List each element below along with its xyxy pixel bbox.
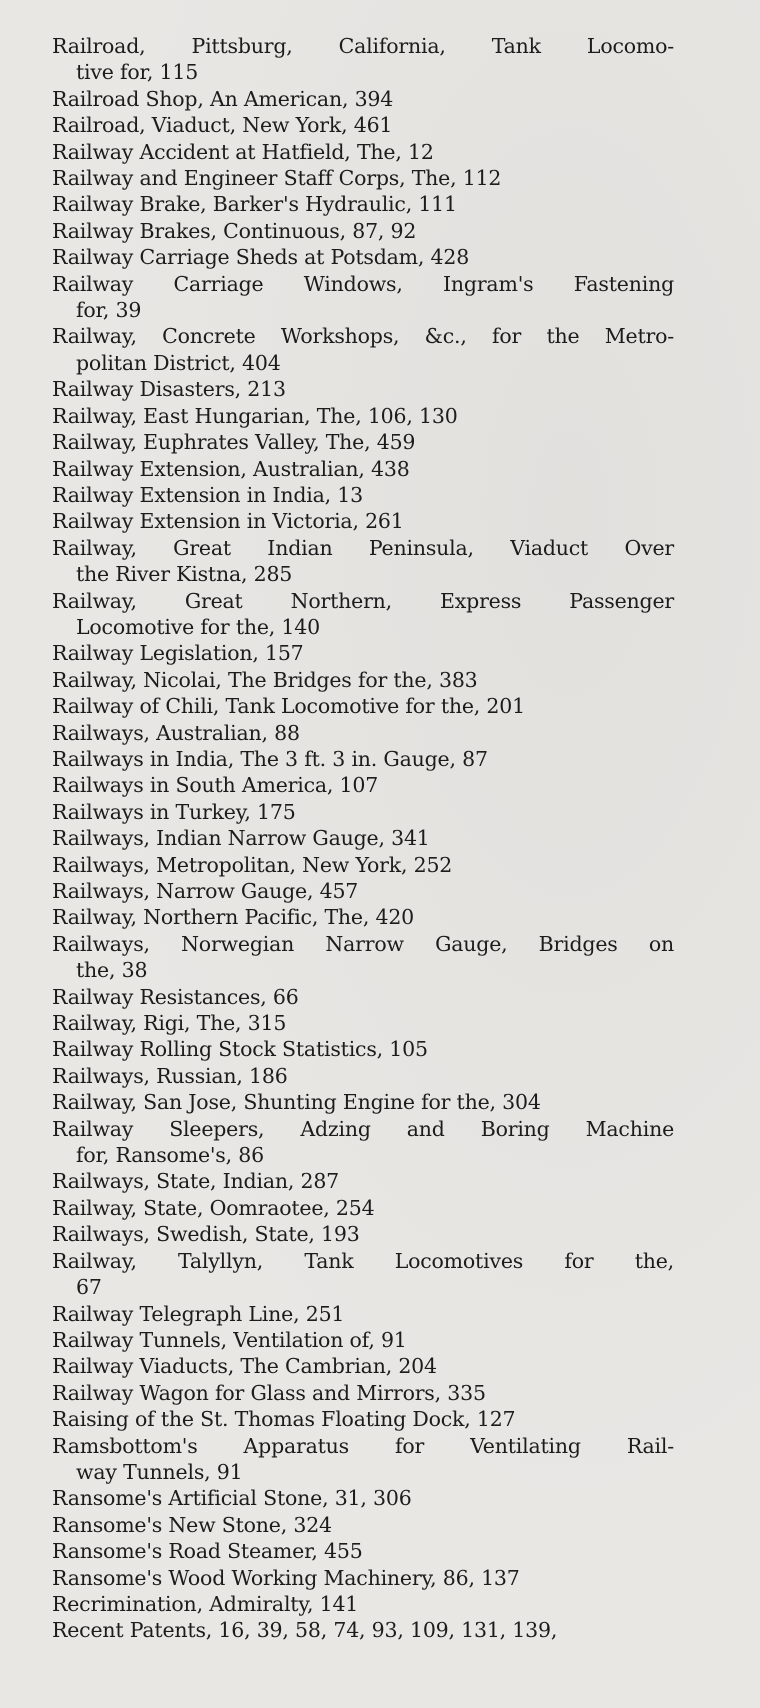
entry-line: Railway Resistances, 66 — [52, 984, 299, 1009]
index-entry — [52, 1485, 674, 1511]
entry-line: Railway, Great Indian Peninsula, Viaduct Over — [52, 535, 674, 560]
index-entry — [52, 429, 674, 455]
index-entry — [52, 1063, 674, 1089]
entry-line: Railway, Northern Pacific, The, 420 — [52, 905, 415, 930]
entry-line: Railway Disasters, 213 — [52, 377, 286, 402]
index-entry — [52, 33, 674, 86]
entry-line: Railway, Talyllyn, Tank Locomotives for the, — [52, 1248, 674, 1273]
entry-line: Railway Sleepers, Adzing and Boring Machine — [52, 1116, 674, 1141]
entry-line: Ransome's Wood Working Machinery, 86, 137 — [52, 1565, 520, 1590]
index-entry — [52, 1327, 674, 1353]
entry-continuation-line: Locomotive for the, 140 — [76, 614, 320, 639]
index-entry — [52, 191, 674, 217]
index-entry — [52, 86, 674, 112]
index-entry — [52, 1089, 674, 1115]
entry-continuation-line: the, 38 — [76, 958, 148, 983]
entry-line: Railway Carriage Windows, Ingram's Fastening — [52, 271, 674, 296]
index-entry — [52, 1221, 674, 1247]
index-entry — [52, 852, 674, 878]
entry-line: Railway Extension in Victoria, 261 — [52, 509, 404, 534]
entry-line: Railways, Norwegian Narrow Gauge, Bridges on — [52, 931, 674, 956]
entry-line: Railways in Turkey, 175 — [52, 799, 296, 824]
index-entry — [52, 112, 674, 138]
index-entry — [52, 535, 674, 588]
entry-line: Railways in India, The 3 ft. 3 in. Gauge, 87 — [52, 746, 488, 771]
index-entry — [52, 1406, 674, 1432]
entry-line: Railways, Narrow Gauge, 457 — [52, 879, 359, 903]
entry-line: Railway, Euphrates Valley, The, 459 — [52, 430, 416, 455]
entry-continuation-line: politan District, 404 — [76, 350, 281, 375]
index-entry — [52, 746, 674, 772]
entry-line: Railway Brakes, Continuous, 87, 92 — [52, 218, 417, 243]
entry-line: Railroad, Pittsburg, California, Tank Locomo- — [52, 34, 674, 58]
entry-line: Railway, Nicolai, The Bridges for the, 383 — [52, 667, 478, 692]
index-entry — [52, 878, 674, 904]
entry-line: Railway, Great Northern, Express Passenger — [52, 588, 674, 613]
entry-line: Railroad, Viaduct, New York, 461 — [52, 113, 393, 138]
index-entry — [52, 825, 674, 851]
entry-line: Railroad Shop, An American, 394 — [52, 86, 394, 111]
index-entry — [52, 376, 674, 402]
entry-continuation-line: tive for, 115 — [76, 60, 199, 85]
entry-line: Recent Patents, 16, 39, 58, 74, 93, 109, 131, 139, — [52, 1618, 558, 1643]
index-entry — [52, 772, 674, 798]
index-entry — [52, 588, 674, 641]
entry-line: Railways, Australian, 88 — [52, 720, 300, 745]
entry-line: Raising of the St. Thomas Floating Dock, 127 — [52, 1407, 516, 1432]
index-entry — [52, 508, 674, 534]
entry-line: Railway and Engineer Staff Corps, The, 112 — [52, 166, 502, 191]
entry-line: Railway Viaducts, The Cambrian, 204 — [52, 1354, 437, 1379]
entry-line: Railway, State, Oomraotee, 254 — [52, 1195, 375, 1220]
entry-continuation-line: for, 39 — [76, 298, 142, 323]
index-entry — [52, 1591, 674, 1617]
entry-line: Railway, Concrete Workshops, &c., for the Metro- — [52, 324, 674, 349]
entry-line: Railways, State, Indian, 287 — [52, 1169, 340, 1194]
entry-line: Ransome's Road Steamer, 455 — [52, 1539, 363, 1564]
index-column — [52, 33, 674, 1644]
entry-line: Railway, Rigi, The, 315 — [52, 1011, 287, 1036]
entry-line: Railway Rolling Stock Statistics, 105 — [52, 1037, 428, 1062]
index-entry — [52, 1195, 674, 1221]
entry-line: Railway Extension in India, 13 — [52, 482, 363, 507]
index-entry — [52, 667, 674, 693]
entry-line: Railway, San Jose, Shunting Engine for the, 304 — [52, 1090, 541, 1115]
index-entry — [52, 403, 674, 429]
index-entry — [52, 1617, 674, 1643]
entry-line: Railway, East Hungarian, The, 106, 130 — [52, 403, 458, 428]
entry-continuation-line: way Tunnels, 91 — [76, 1459, 243, 1484]
index-entry — [52, 1380, 674, 1406]
index-entry — [52, 720, 674, 746]
index-entry — [52, 1538, 674, 1564]
entry-line: Ransome's Artificial Stone, 31, 306 — [52, 1486, 412, 1511]
entry-line: Railway Brake, Barker's Hydraulic, 111 — [52, 192, 457, 217]
index-entry — [52, 323, 674, 376]
entry-line: Railway Carriage Sheds at Potsdam, 428 — [52, 245, 470, 270]
index-entry — [52, 1565, 674, 1591]
entry-line: Railways, Indian Narrow Gauge, 341 — [52, 826, 430, 851]
index-entry — [52, 1512, 674, 1538]
index-entry — [52, 1248, 674, 1301]
entry-line: Recrimination, Admiralty, 141 — [52, 1591, 359, 1616]
index-entry — [52, 640, 674, 666]
entry-line: Railways, Metropolitan, New York, 252 — [52, 852, 453, 877]
entry-line: Railways, Swedish, State, 193 — [52, 1222, 360, 1247]
index-entry — [52, 1353, 674, 1379]
index-entry — [52, 165, 674, 191]
entry-line: Ransome's New Stone, 324 — [52, 1512, 332, 1537]
entry-continuation-line: for, Ransome's, 86 — [76, 1143, 264, 1168]
index-entry — [52, 1036, 674, 1062]
entry-continuation-line: 67 — [76, 1275, 102, 1300]
index-entry — [52, 1116, 674, 1169]
entry-line: Railway Extension, Australian, 438 — [52, 456, 410, 481]
entry-line: Railway Tunnels, Ventilation of, 91 — [52, 1327, 407, 1352]
index-entry — [52, 244, 674, 270]
index-entry — [52, 482, 674, 508]
index-entry — [52, 271, 674, 324]
index-entry — [52, 799, 674, 825]
entry-line: Railway Accident at Hatfield, The, 12 — [52, 139, 434, 164]
index-entry — [52, 456, 674, 482]
entry-line: Railway Legislation, 157 — [52, 641, 304, 666]
index-entry — [52, 139, 674, 165]
index-entry — [52, 1301, 674, 1327]
index-entry — [52, 1168, 674, 1194]
index-entry — [52, 984, 674, 1010]
index-entry — [52, 931, 674, 984]
entry-line: Railways, Russian, 186 — [52, 1063, 288, 1088]
entry-line: Railway of Chili, Tank Locomotive for the, 201 — [52, 694, 525, 719]
entry-line: Railway Telegraph Line, 251 — [52, 1301, 345, 1326]
index-entry — [52, 218, 674, 244]
index-entry — [52, 904, 674, 930]
index-entry — [52, 1433, 674, 1486]
entry-line: Railways in South America, 107 — [52, 773, 379, 798]
index-entry — [52, 693, 674, 719]
entry-line: Ramsbottom's Apparatus for Ventilating Rail- — [52, 1433, 674, 1458]
entry-line: Railway Wagon for Glass and Mirrors, 335 — [52, 1380, 486, 1405]
index-entry — [52, 1010, 674, 1036]
entry-continuation-line: the River Kistna, 285 — [76, 562, 293, 587]
